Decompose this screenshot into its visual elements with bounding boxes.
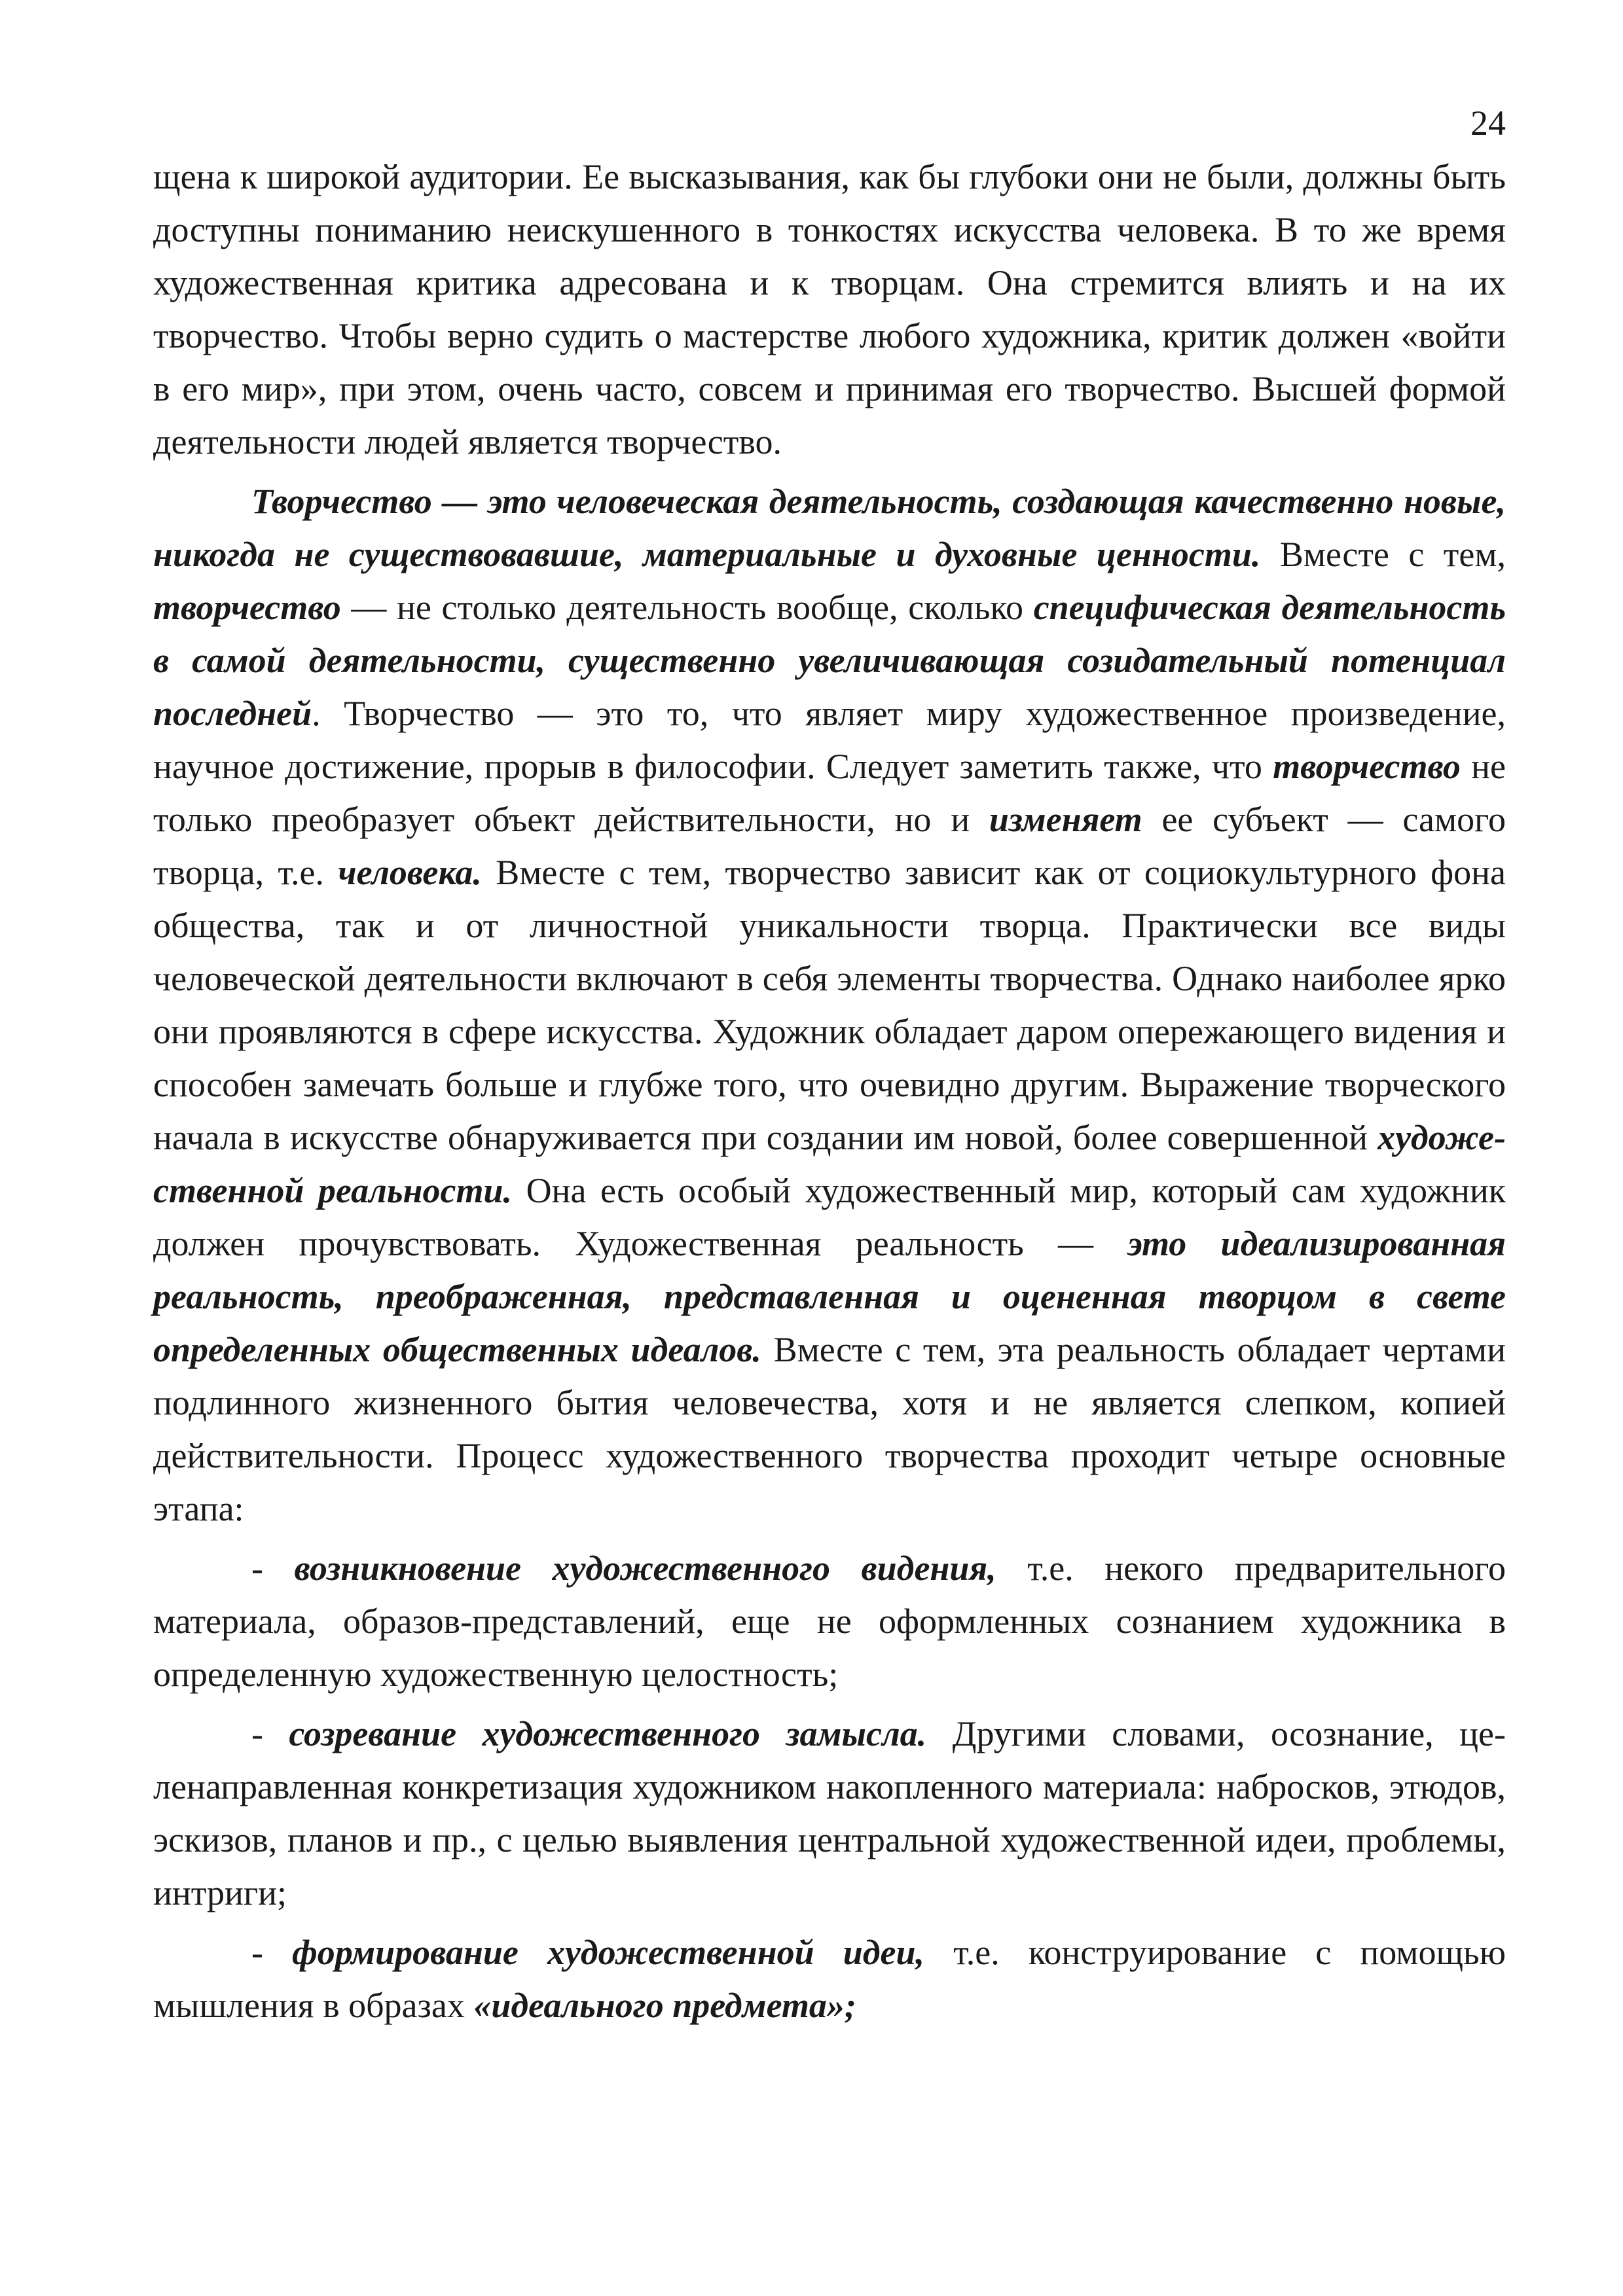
- text-run: -: [251, 1933, 293, 1972]
- emphasis-text: художественной реальности.: [153, 1118, 1506, 1210]
- emphasis-text: формирование художественной идеи,: [292, 1933, 925, 1972]
- text-run: Вместе с тем, эта реальность обладает чертами подлинного жизненного бытия человечества, хотя и не является слепком, копией действительности. Процесс художественного творчества проходит четыре основные этапа:: [153, 1330, 1506, 1528]
- page-number: 24: [1470, 103, 1506, 143]
- text-run: щена к широкой аудитории. Ее высказывания, как бы глубоки они не были, должны быть доступны пониманию неискушенного в тонкостях искусства человека. В то же время художественная критика адресована и к творцам. Она стремится влиять и на их творчество. Чтобы верно судить о мастерстве любого художника, критик должен «войти в его мир», при этом, очень часто, совсем и принимая его творчество. Высшей формой деятельности людей является творчество.: [153, 157, 1506, 461]
- text-run: т.е. некого предварительного материала, образов-представлений, еще не оформленных сознанием художника в определенную художественную целостность;: [153, 1549, 1506, 1694]
- paragraph-intro: [153, 151, 1506, 469]
- text-run: Другими словами, осознание, целенаправленная конкретизация художником накопленного материала: набросков, этюдов, эскизов, планов и пр., с целью выявления центральной художественной идеи, проблемы, интриги;: [153, 1714, 1506, 1912]
- emphasis-text: творчество: [1273, 747, 1461, 786]
- body-text: [153, 151, 1506, 2039]
- emphasis-text: Творчество — это человеческая деятельность, создающая качественно новые, никогда не существовавшие, материальные и духовные ценности.: [153, 482, 1506, 574]
- paragraph-stage-1: [153, 1542, 1506, 1701]
- emphasis-text: творчество: [153, 588, 341, 627]
- emphasis-text: специфическая деятельность в самой деятельности, существенно увеличивающая созидательный потенциал последней: [153, 588, 1506, 733]
- text-run: ее субъект — самого творца, т.е.: [153, 800, 1506, 892]
- text-run: — не столько деятельность вообще, сколько: [340, 588, 1034, 627]
- paragraph-stage-2: [153, 1708, 1506, 1920]
- emphasis-text: это идеализированная реальность, преображенная, представленная и оцененная творцом в свете определенных общественных идеалов.: [153, 1224, 1506, 1369]
- text-run: -: [251, 1714, 289, 1753]
- paragraph-stage-3: [153, 1926, 1506, 2032]
- text-run: -: [251, 1549, 295, 1588]
- paragraph-creativity-definition: [153, 475, 1506, 1535]
- emphasis-text: человека.: [338, 853, 482, 892]
- text-run: т.е. конструирование с помощью мышления в образах: [153, 1933, 1506, 2025]
- emphasis-text: созревание художественного замысла.: [289, 1714, 927, 1753]
- text-run: Вместе с тем, творчество зависит как от социокультурного фона общества, так и от личностной уникальности творца. Практически все виды человеческой деятельности включают в себя элементы творчества. Однако наиболее ярко они проявляются в сфере искусства. Художник обладает даром опережающего видения и способен замечать больше и глубже того, что очевидно другим. Выражение творческого начала в искусстве обнаруживается при создании им новой, более совершенной: [153, 853, 1506, 1157]
- emphasis-text: возникновение художественного видения,: [294, 1549, 996, 1588]
- emphasis-text: «идеального предмета»;: [473, 1986, 856, 2025]
- text-run: не только преобразует объект действительности, но и: [153, 747, 1506, 839]
- text-run: Она есть особый художественный мир, который сам художник должен прочувствовать. Художественная реальность —: [153, 1171, 1506, 1263]
- emphasis-text: изменяет: [989, 800, 1142, 839]
- text-run: . Творчество — это то, что являет миру художественное произведение, научное достижение, прорыв в философии. Следует заметить также, что: [153, 694, 1506, 786]
- text-run: Вместе с тем,: [1260, 535, 1506, 574]
